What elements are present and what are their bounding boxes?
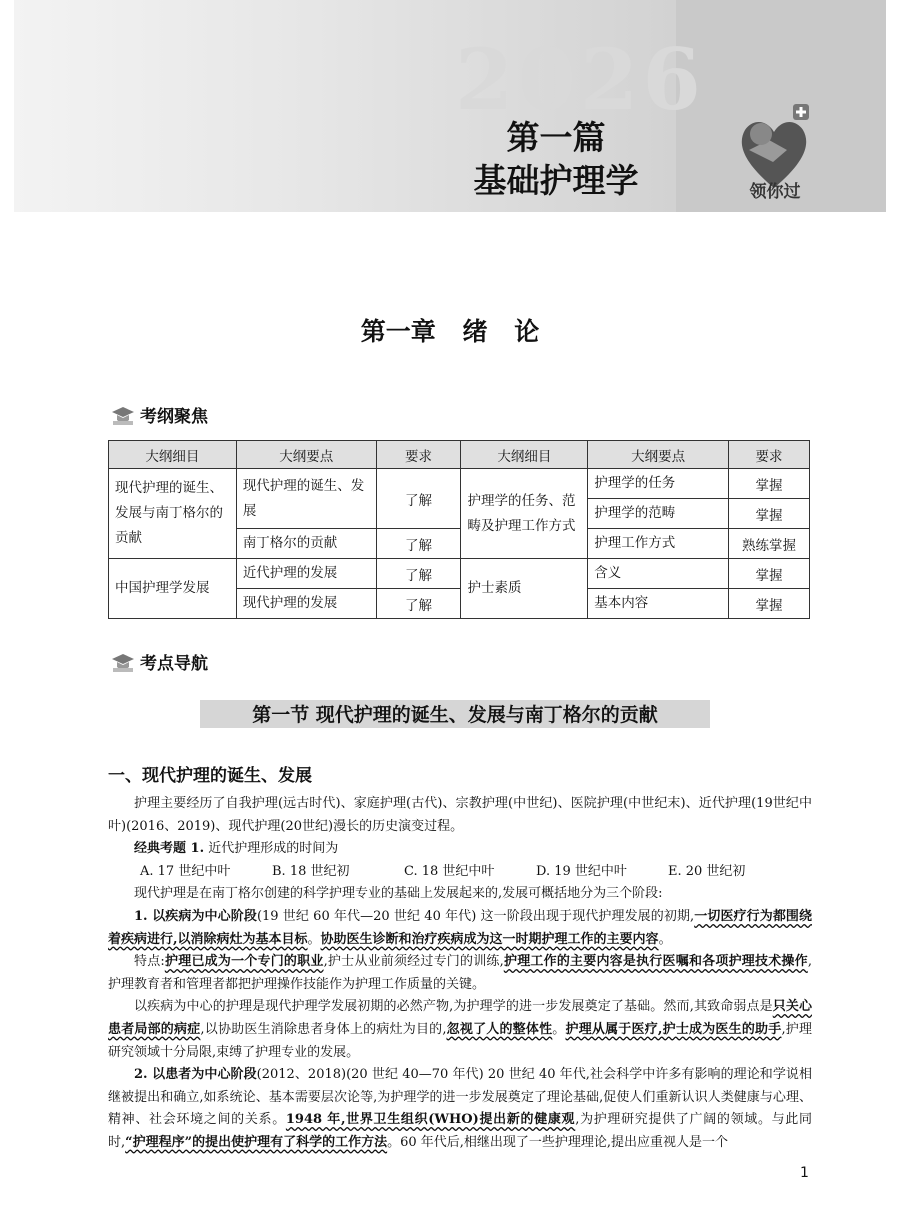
- body-text: [108, 793, 812, 1155]
- section-title: 第一节 现代护理的诞生、发展与南丁格尔的贡献: [200, 700, 710, 728]
- paragraph: [108, 996, 812, 1064]
- table-header: 大纲要点: [236, 441, 376, 469]
- key-point: 护理工作的主要内容是执行医嘱和各项护理技术操作: [503, 954, 808, 970]
- question-label: 经典考题 1.: [134, 841, 205, 857]
- table-cell: 基本内容: [588, 589, 729, 619]
- table-cell: 含义: [588, 559, 729, 589]
- stage-label: 1. 以疾病为中心阶段: [134, 908, 257, 924]
- table-cell: 护理学的任务: [588, 469, 729, 499]
- option: C. 18 世纪中叶: [404, 863, 495, 879]
- table-cell: 掌握: [729, 499, 810, 529]
- question-options: [108, 861, 812, 884]
- text-run: 20 世纪 40 年代,社会科学中许多有影响的理论和学说相继被提出和确立,如系统论、基本需要层次论等,为护理学的进一步发展奠定了理论基础,促使人们重新认识人类健康与心理、精神、社会环境之间的关系。: [108, 1067, 812, 1128]
- table-header: 大纲要点: [588, 441, 729, 469]
- key-point: 护理从属于医疗,护士成为医生的助手: [565, 1021, 782, 1037]
- key-point: 只关心患者局部的病症: [108, 999, 812, 1037]
- option: A. 17 世纪中叶: [140, 863, 231, 879]
- subject-title: 基础护理学: [473, 161, 639, 200]
- key-point: 一切医疗行为都围绕着疾病进行,以消除病灶为基本目标: [108, 908, 812, 947]
- table-cell: 了解: [376, 559, 461, 589]
- table-cell: 掌握: [729, 589, 810, 619]
- option: B. 18 世纪初: [272, 863, 350, 879]
- table-cell: 护士素质: [461, 559, 588, 619]
- table-cell: 护理学的任务、范畴及护理工作方式: [461, 469, 588, 559]
- table-cell: 现代护理的发展: [236, 589, 376, 619]
- exam-question: [108, 838, 812, 861]
- chapter-title: 第一章 绪 论: [360, 317, 540, 346]
- text-run: 。60 年代后,相继出现了一些护理理论,提出应重视人是一个: [387, 1134, 729, 1150]
- option: E. 20 世纪初: [668, 863, 746, 879]
- text-run: ,为护理研究提供了广阔的领域。与此同时,: [108, 1112, 812, 1150]
- stage-label: 2. 以患者为中心阶段: [134, 1067, 257, 1083]
- question-text: 近代护理形成的时间为: [208, 841, 339, 857]
- table-cell: 现代护理的诞生、发展: [236, 469, 376, 529]
- text-run: 。: [658, 931, 672, 947]
- option: D. 19 世纪中叶: [536, 863, 627, 879]
- key-point: 护理已成为一个专门的职业: [164, 954, 324, 970]
- table-cell: 掌握: [729, 469, 810, 499]
- table-header: 大纲细目: [461, 441, 588, 469]
- text-run: 。: [552, 1021, 566, 1037]
- text-run: ,护理研究领域十分局限,束缚了护理专业的发展。: [108, 1021, 812, 1060]
- text-run: ,护理教育者和管理者都把护理操作技能作为护理工作质量的关键。: [108, 954, 812, 992]
- table-cell: 近代护理的发展: [236, 559, 376, 589]
- key-point: “护理程序”的提出使护理有了科学的工作方法: [125, 1134, 388, 1150]
- table-row: [109, 469, 810, 499]
- outline-table: [108, 440, 810, 619]
- paragraph: [108, 951, 812, 996]
- key-point: 协助医生诊断和治疗疾病成为这一时期护理工作的主要内容: [320, 931, 659, 947]
- table-cell: 现代护理的诞生、发展与南丁格尔的贡献: [109, 469, 237, 559]
- year-watermark: 2026: [455, 30, 705, 129]
- nav-heading-label: 考点导航: [140, 654, 208, 674]
- text-run: 以疾病为中心的护理是现代护理学发展初期的必然产物,为护理学的进一步发展奠定了基础。然而,其致命弱点是: [134, 999, 773, 1015]
- stage-years: (19 世纪 60 年代—20 世纪 40 年代): [256, 908, 477, 924]
- text-run: 。: [307, 931, 321, 947]
- text-run: 这一阶段出现于现代护理发展的初期,: [476, 908, 695, 924]
- logo-text: 领你过: [749, 182, 801, 202]
- table-cell: 熟练掌握: [729, 529, 810, 559]
- table-cell: 了解: [376, 469, 461, 529]
- nav-heading: [110, 649, 208, 674]
- table-cell: 掌握: [729, 559, 810, 589]
- subheading: 一、现代护理的诞生、发展: [108, 766, 312, 786]
- part-title: 第一篇: [506, 118, 606, 157]
- table-cell: 中国护理学发展: [109, 559, 237, 619]
- text-run: ,护士从业前须经过专门的训练,: [323, 954, 504, 970]
- table-cell: 护理工作方式: [588, 529, 729, 559]
- outline-heading: [110, 402, 208, 427]
- table-header-row: [109, 441, 810, 469]
- table-cell: 南丁格尔的贡献: [236, 529, 376, 559]
- text-run: ,以协助医生消除患者身体上的病灶为目的,: [200, 1021, 447, 1037]
- key-point: 忽视了人的整体性: [446, 1021, 553, 1037]
- paragraph: [108, 906, 812, 951]
- table-cell: 了解: [376, 529, 461, 559]
- key-point: 1948 年,世界卫生组织(WHO)提出新的健康观: [285, 1112, 576, 1128]
- table-cell: 护理学的范畴: [588, 499, 729, 529]
- graduation-cap-icon: [110, 651, 136, 673]
- table-header: 大纲细目: [109, 441, 237, 469]
- table-header: 要求: [729, 441, 810, 469]
- graduation-cap-icon: [110, 404, 136, 426]
- table-header: 要求: [376, 441, 461, 469]
- paragraph: [108, 1064, 812, 1154]
- page-number: 1: [800, 1165, 809, 1181]
- outline-heading-label: 考纲聚焦: [140, 407, 208, 427]
- stage-years: (2012、2018)(20 世纪 40—70 年代): [256, 1067, 484, 1083]
- table-cell: 了解: [376, 589, 461, 619]
- table-row: [109, 559, 810, 589]
- paragraph: 护理主要经历了自我护理(远古时代)、家庭护理(古代)、宗教护理(中世纪)、医院护理(中世纪末)、近代护理(19世纪中叶)(2016、2019)、现代护理(20世纪)漫长的历史演变过程。: [108, 796, 812, 834]
- paragraph: 现代护理是在南丁格尔创建的科学护理专业的基础上发展起来的,发展可概括地分为三个阶段:: [134, 886, 663, 902]
- text-run: 特点:: [134, 954, 165, 970]
